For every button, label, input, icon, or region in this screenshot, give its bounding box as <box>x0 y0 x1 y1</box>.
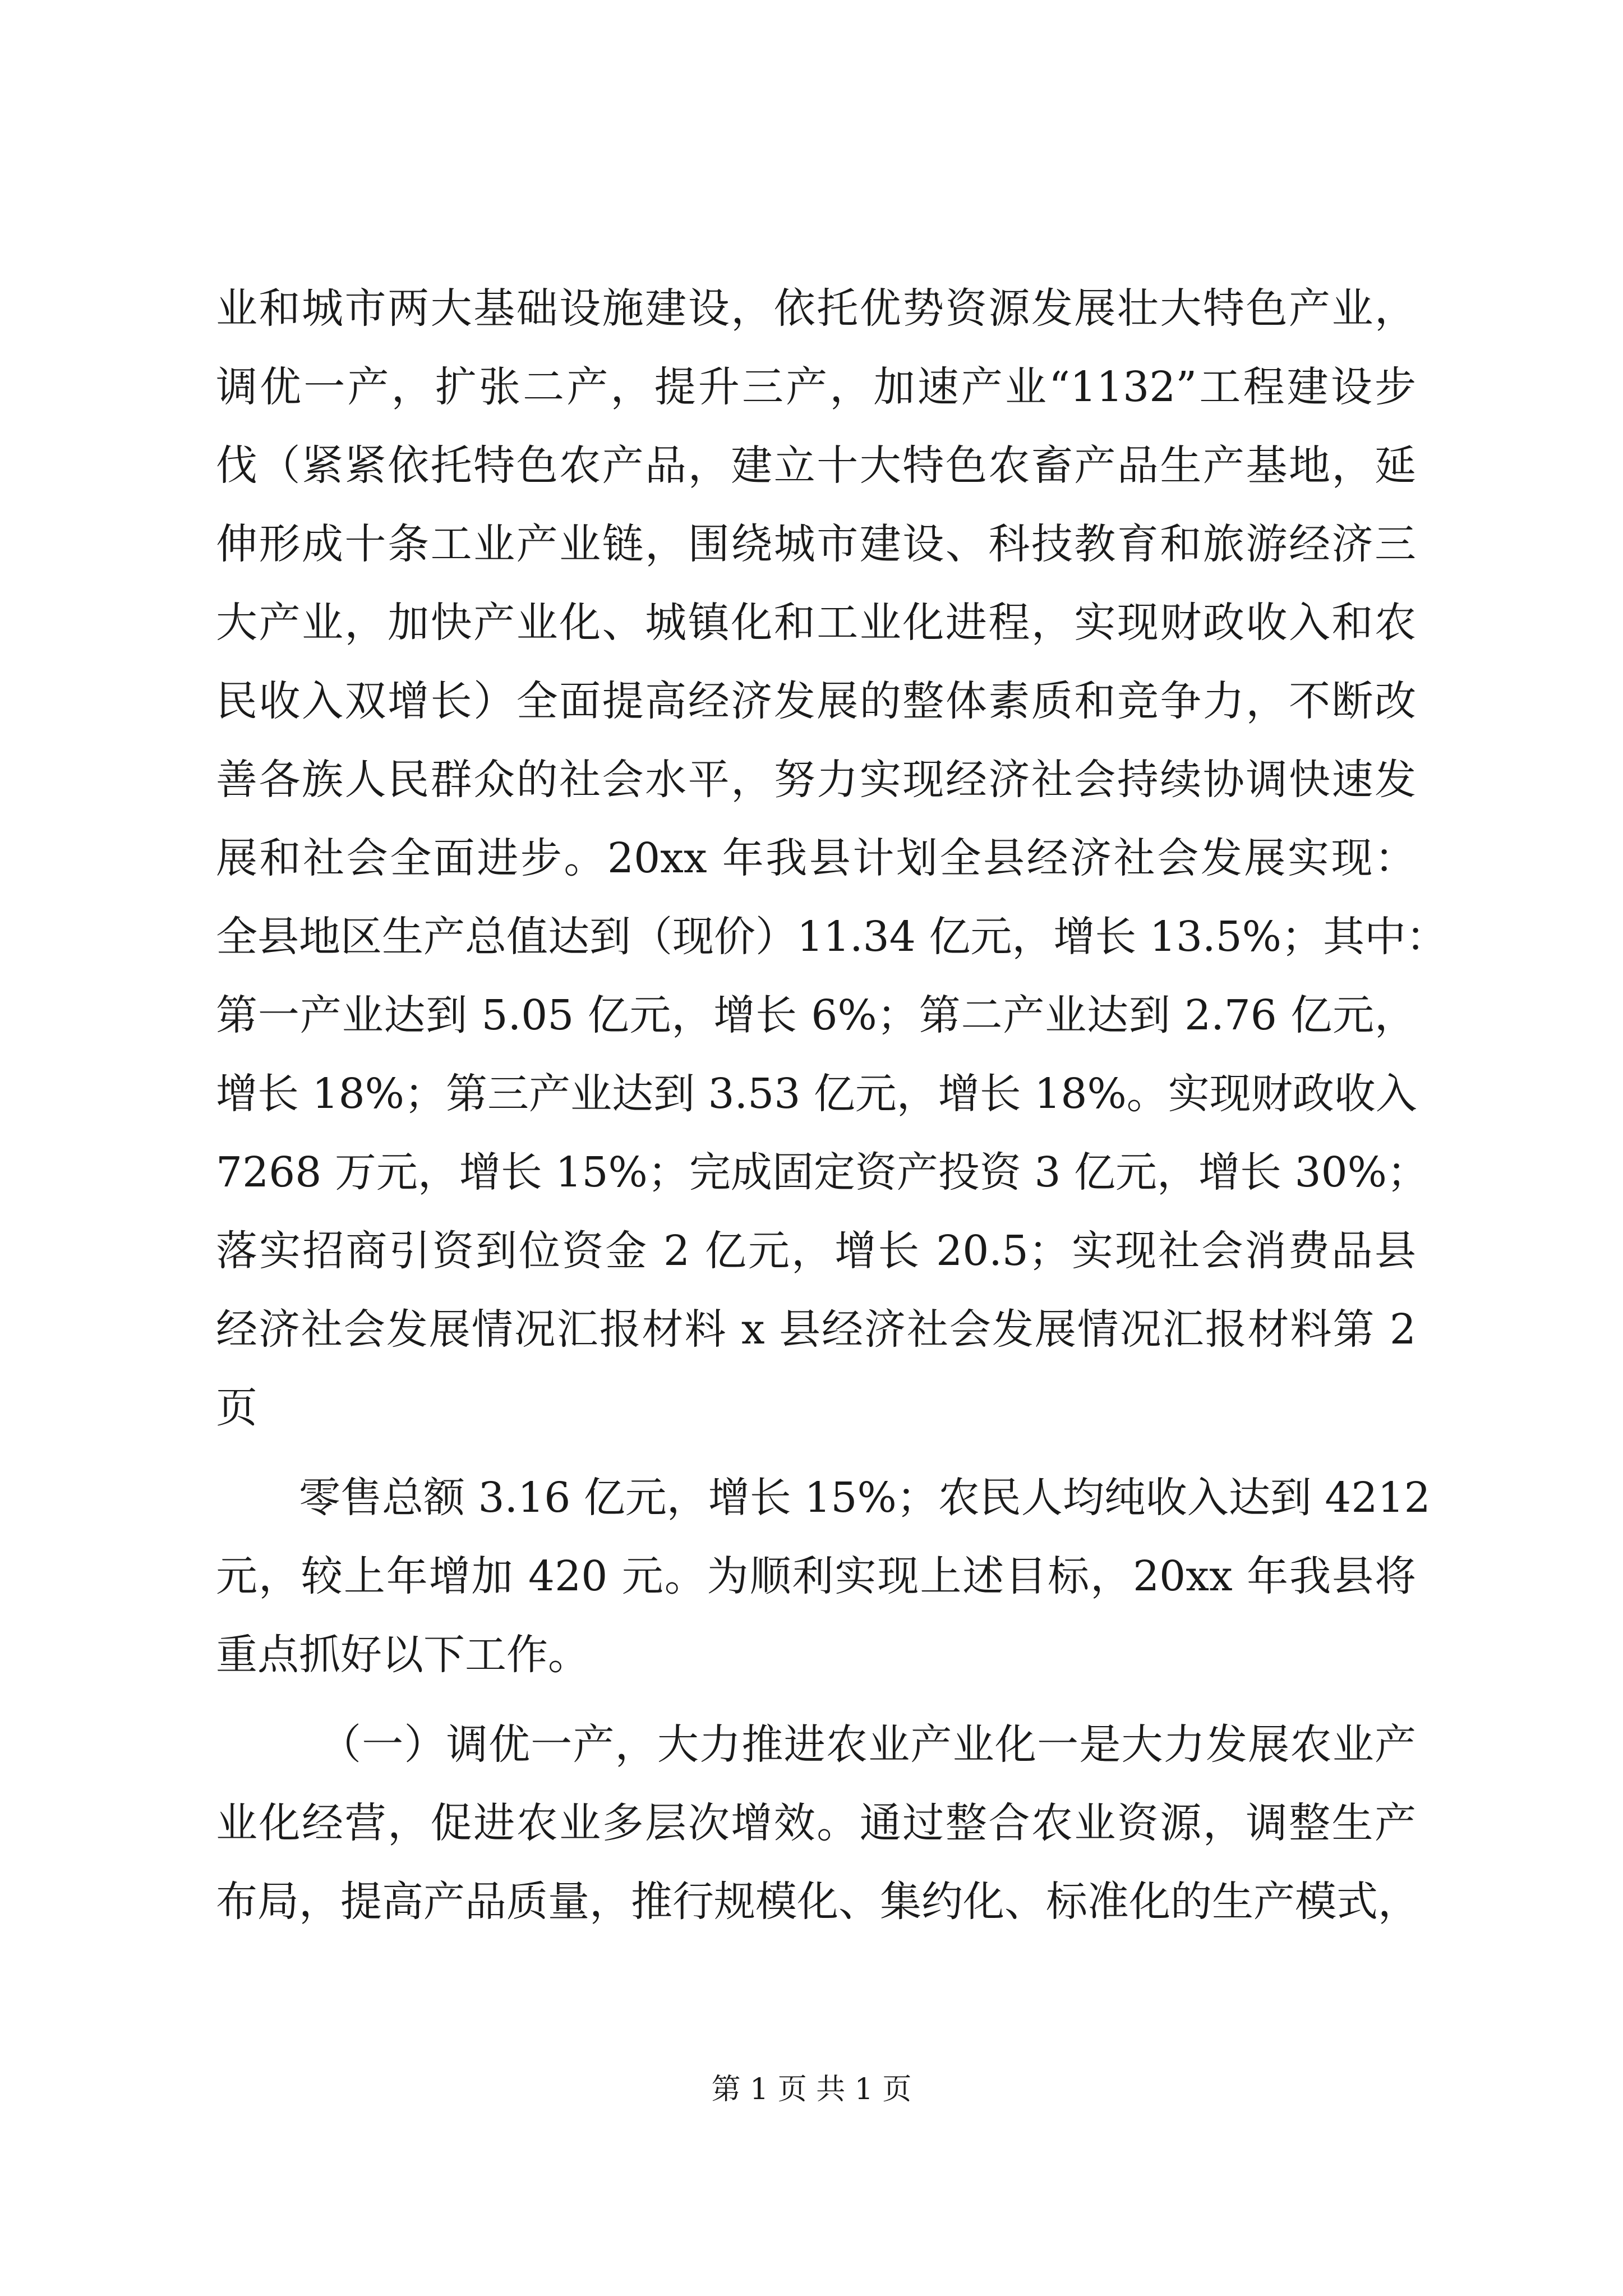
text-line: 落实招商引资到位资金 2 亿元，增长 20.5；实现社会消费品县 <box>216 1227 1416 1275</box>
paragraph-1 <box>216 269 1447 1447</box>
paragraph-gap <box>216 1447 1416 1458</box>
document-body <box>216 269 1447 1941</box>
text-line: 民收入双增长）全面提高经济发展的整体素质和竞争力，不断改 <box>216 677 1416 725</box>
text-line: 增长 18%；第三产业达到 3.53 亿元，增长 18%。实现财政收入 <box>216 1070 1417 1118</box>
text-line: 业和城市两大基础设施建设，依托优势资源发展壮大特色产业， <box>216 284 1416 333</box>
text-line: （一）调优一产，大力推进农业产业化一是大力发展农业产 <box>320 1720 1416 1769</box>
text-line: 善各族人民群众的社会水平，努力实现经济社会持续协调快速发 <box>216 756 1416 804</box>
text-line: 经济社会发展情况汇报材料 x 县经济社会发展情况汇报材料第 2 <box>216 1305 1416 1354</box>
text-line: 业化经营，促进农业多层次增效。通过整合农业资源，调整生产 <box>216 1799 1416 1847</box>
text-line: 元，较上年增加 420 元。为顺利实现上述目标，20xx 年我县将 <box>216 1552 1416 1600</box>
text-line: 展和社会全面进步。20xx 年我县计划全县经济社会发展实现： <box>216 834 1416 882</box>
text-line: 伐（紧紧依托特色农产品，建立十大特色农畜产品生产基地，延 <box>216 441 1416 490</box>
text-line: 全县地区生产总值达到（现价）11.34 亿元，增长 13.5%；其中： <box>216 913 1447 961</box>
text-line: 调优一产，扩张二产，提升三产，加速产业“1132”工程建设步 <box>216 363 1416 411</box>
paragraph-gap <box>216 1694 1416 1705</box>
text-line: 零售总额 3.16 亿元，增长 15%；农民人均纯收入达到 4212 <box>299 1474 1431 1522</box>
text-line: 大产业，加快产业化、城镇化和工业化进程，实现财政收入和农 <box>216 599 1416 647</box>
text-line: 页 <box>216 1384 257 1432</box>
text-line: 布局，提高产品质量，推行规模化、集约化、标准化的生产模式， <box>216 1878 1419 1926</box>
text-line: 重点抓好以下工作。 <box>216 1631 589 1679</box>
text-line: 第一产业达到 5.05 亿元，增长 6%；第二产业达到 2.76 亿元， <box>216 991 1416 1039</box>
paragraph-2 <box>216 1458 1431 1694</box>
text-line: 伸形成十条工业产业链，围绕城市建设、科技教育和旅游经济三 <box>216 520 1416 568</box>
text-line: 7268 万元，增长 15%；完成固定资产投资 3 亿元，增长 30%； <box>216 1148 1428 1197</box>
page-footer: 第 1 页 共 1 页 <box>711 2073 912 2106</box>
paragraph-3 <box>216 1705 1419 1941</box>
